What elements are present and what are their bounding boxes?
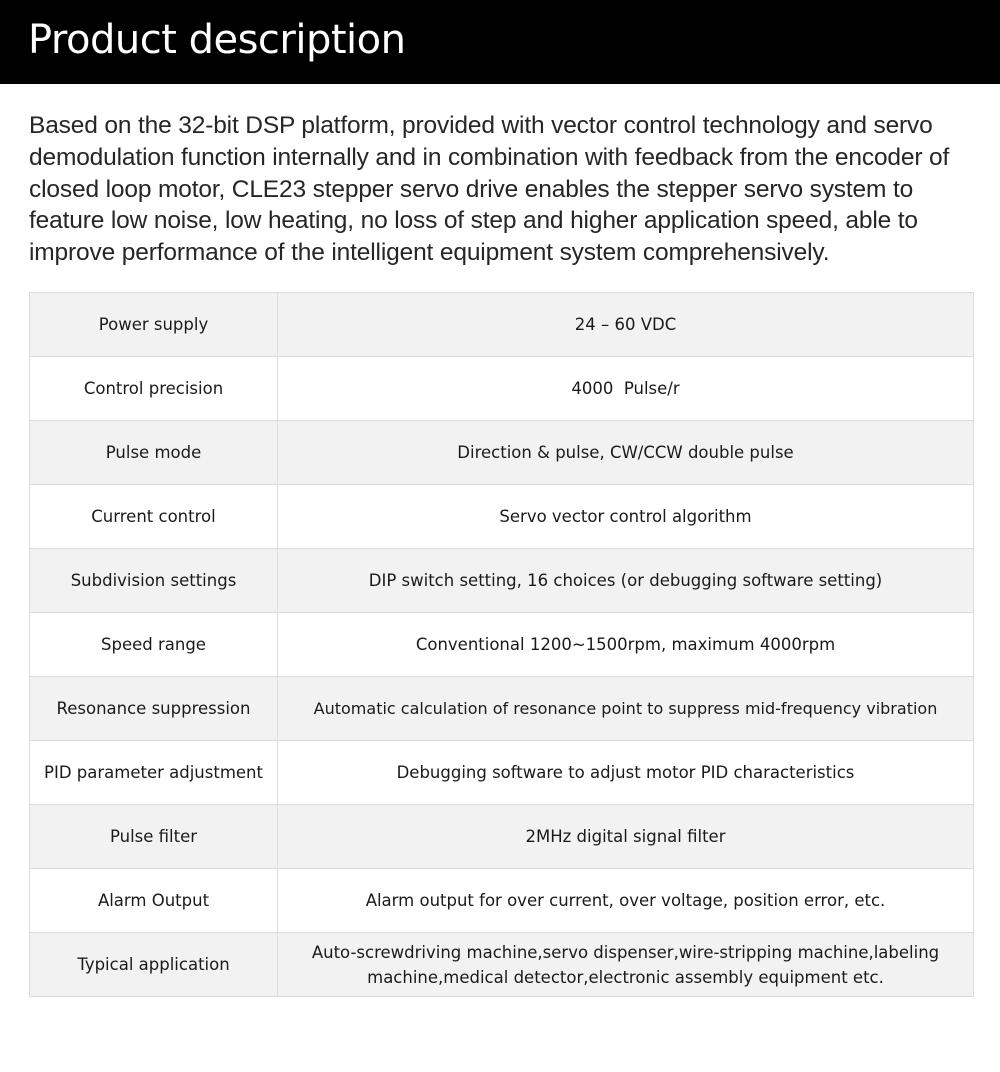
table-row (30, 869, 974, 933)
spec-label-power-supply: Power supply (30, 293, 278, 357)
spec-label-current-control: Current control (30, 485, 278, 549)
spec-label-speed-range: Speed range (30, 613, 278, 677)
spec-table (29, 292, 974, 997)
spec-label-control-precision: Control precision (30, 357, 278, 421)
spec-label-pulse-filter: Pulse filter (30, 805, 278, 869)
spec-value-pid-parameter-adjustment: Debugging software to adjust motor PID characteristics (278, 741, 974, 805)
spec-value-power-supply: 24 – 60 VDC (278, 293, 974, 357)
spec-label-pulse-mode: Pulse mode (30, 421, 278, 485)
table-row (30, 613, 974, 677)
table-row (30, 549, 974, 613)
table-row (30, 293, 974, 357)
table-row (30, 357, 974, 421)
spec-value-control-precision: 4000 Pulse/r (278, 357, 974, 421)
table-row (30, 485, 974, 549)
header-bar (0, 0, 1000, 84)
spec-label-subdivision-settings: Subdivision settings (30, 549, 278, 613)
spec-value-pulse-mode: Direction & pulse, CW/CCW double pulse (278, 421, 974, 485)
spec-value-alarm-output: Alarm output for over current, over voltage, position error, etc. (278, 869, 974, 933)
spec-label-typical-application: Typical application (30, 933, 278, 997)
table-row (30, 805, 974, 869)
table-row (30, 933, 974, 997)
spec-value-subdivision-settings: DIP switch setting, 16 choices (or debugging software setting) (278, 549, 974, 613)
spec-value-resonance-suppression: Automatic calculation of resonance point to suppress mid-frequency vibration (278, 677, 974, 741)
spec-value-pulse-filter: 2MHz digital signal filter (278, 805, 974, 869)
spec-label-alarm-output: Alarm Output (30, 869, 278, 933)
page-title: Product description (28, 17, 406, 63)
spec-value-typical-application: Auto-screwdriving machine,servo dispenser,wire-stripping machine,labeling machine,medical detector,electronic assembly equipment etc. (278, 933, 974, 997)
spec-label-pid-parameter-adjustment: PID parameter adjustment (30, 741, 278, 805)
spec-value-speed-range: Conventional 1200~1500rpm, maximum 4000rpm (278, 613, 974, 677)
spec-value-current-control: Servo vector control algorithm (278, 485, 974, 549)
table-row (30, 421, 974, 485)
table-row (30, 741, 974, 805)
spec-label-resonance-suppression: Resonance suppression (30, 677, 278, 741)
table-row (30, 677, 974, 741)
intro-paragraph: Based on the 32-bit DSP platform, provided with vector control technology and servo demodulation function internally and in combination with feedback from the encoder of closed loop motor, CLE23 stepper servo drive enables the stepper servo system to feature low noise, low heating, no loss of step and higher application speed, able to improve performance of the intelligent equipment system comprehensively. (29, 112, 950, 267)
